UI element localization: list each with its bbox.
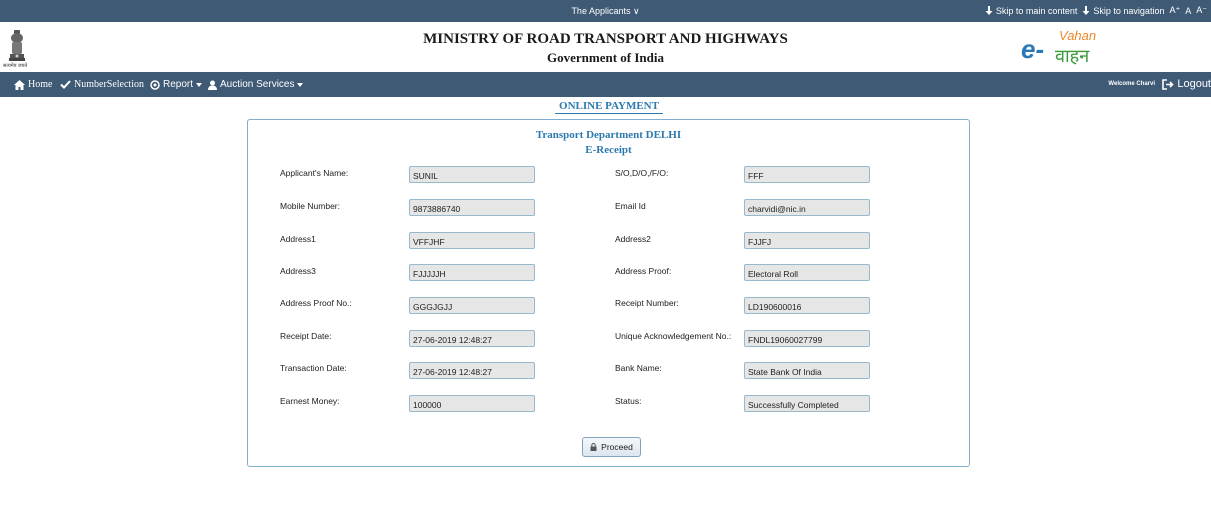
home-icon: [14, 80, 25, 90]
address-proof-field: Electoral Roll: [744, 264, 870, 281]
field-label: Email Id: [615, 201, 646, 211]
applicant-name-field: SUNIL: [409, 166, 535, 183]
field-label: Earnest Money:: [280, 396, 340, 406]
welcome-text: Welcome Charvi: [1108, 81, 1155, 87]
page-title: ONLINE PAYMENT: [555, 100, 663, 114]
field-label: Unique Acknowledgement No.:: [615, 331, 732, 341]
proceed-label: Proceed: [601, 442, 633, 452]
skip-main-label: Skip to main content: [995, 5, 1078, 16]
ministry-title: MINISTRY OF ROAD TRANSPORT AND HIGHWAYS: [423, 31, 788, 47]
field-label: Receipt Date:: [280, 331, 332, 341]
report-icon: [150, 80, 160, 90]
receipt-panel: [247, 119, 970, 467]
logo-prefix: e-: [1021, 34, 1045, 64]
field-label: Status:: [615, 396, 642, 406]
address2-field: FJJFJ: [744, 232, 870, 249]
site-header: [0, 22, 1211, 73]
logo-bottom: वाहन: [1055, 46, 1090, 66]
address1-field: VFFJHF: [409, 232, 535, 249]
field-label: Transaction Date:: [280, 363, 347, 373]
nav-report[interactable]: [150, 79, 202, 90]
font-increase-button[interactable]: A⁺: [1169, 5, 1181, 15]
font-decrease-button[interactable]: A⁻: [1196, 5, 1207, 15]
skip-nav-label: Skip to navigation: [1093, 5, 1165, 16]
accessibility-links: [985, 5, 1207, 16]
government-subtitle: Government of India: [547, 50, 664, 65]
nav-number-selection-label: NumberSelection: [74, 79, 144, 90]
proceed-button[interactable]: [582, 437, 641, 457]
mobile-number-field: 9873886740: [409, 199, 535, 216]
nav-home-label: Home: [28, 79, 53, 90]
nav-number-selection[interactable]: [60, 79, 144, 90]
field-label: Receipt Number:: [615, 298, 679, 308]
receipt-number-field: LD190600016: [744, 297, 870, 314]
field-label: S/O,D/O,/F/O:: [615, 168, 669, 178]
department-title: Transport Department DELHI: [535, 129, 682, 141]
skip-main-link[interactable]: [985, 6, 1078, 16]
earnest-money-field: 100000: [409, 395, 535, 412]
address-proof-no-field: GGGJGJJ: [409, 297, 535, 314]
relation-name-field: FFF: [744, 166, 870, 183]
emblem-caption: सत्यमेव जयते: [3, 63, 28, 69]
field-label: Applicant's Name:: [280, 168, 349, 178]
applicants-menu[interactable]: The Applicants ∨: [571, 6, 640, 16]
transaction-date-field: 27-06-2019 12:48:27: [409, 362, 535, 379]
email-field: charvidi@nic.in: [744, 199, 870, 216]
acknowledgement-no-field: FNDL19060027799: [744, 330, 870, 347]
lock-icon: [590, 443, 597, 451]
caret-down-icon: [196, 83, 202, 87]
nav-report-label: Report: [163, 79, 194, 90]
nav-auction-services[interactable]: [208, 79, 303, 90]
bank-name-field: State Bank Of India: [744, 362, 870, 379]
logout-link[interactable]: [1162, 78, 1211, 90]
user-icon: [208, 80, 217, 90]
top-bar: [0, 0, 1211, 22]
skip-nav-link[interactable]: [1082, 6, 1164, 16]
address3-field: FJJJJJH: [409, 264, 535, 281]
font-normal-button[interactable]: A: [1185, 5, 1192, 16]
nav-home[interactable]: [14, 79, 52, 90]
field-label: Address3: [280, 266, 316, 276]
field-label: Address Proof:: [615, 266, 672, 276]
field-label: Address1: [280, 234, 316, 244]
nav-auction-label: Auction Services: [220, 79, 295, 90]
field-label: Bank Name:: [615, 363, 662, 373]
logo-top: Vahan: [1059, 28, 1097, 43]
caret-down-icon: [297, 83, 303, 87]
check-icon: [60, 80, 71, 89]
evahan-logo: [1021, 26, 1107, 70]
arrow-down-icon: [1082, 6, 1090, 15]
arrow-down-icon: [985, 6, 993, 15]
status-field: Successfully Completed: [744, 395, 870, 412]
receipt-title: E-Receipt: [585, 144, 632, 156]
field-label: Mobile Number:: [280, 201, 340, 211]
logout-icon: [1162, 79, 1174, 90]
field-label: Address2: [615, 234, 651, 244]
receipt-date-field: 27-06-2019 12:48:27: [409, 330, 535, 347]
field-label: Address Proof No.:: [280, 298, 352, 308]
main-navbar: [0, 72, 1211, 97]
logout-label: Logout: [1177, 78, 1211, 90]
